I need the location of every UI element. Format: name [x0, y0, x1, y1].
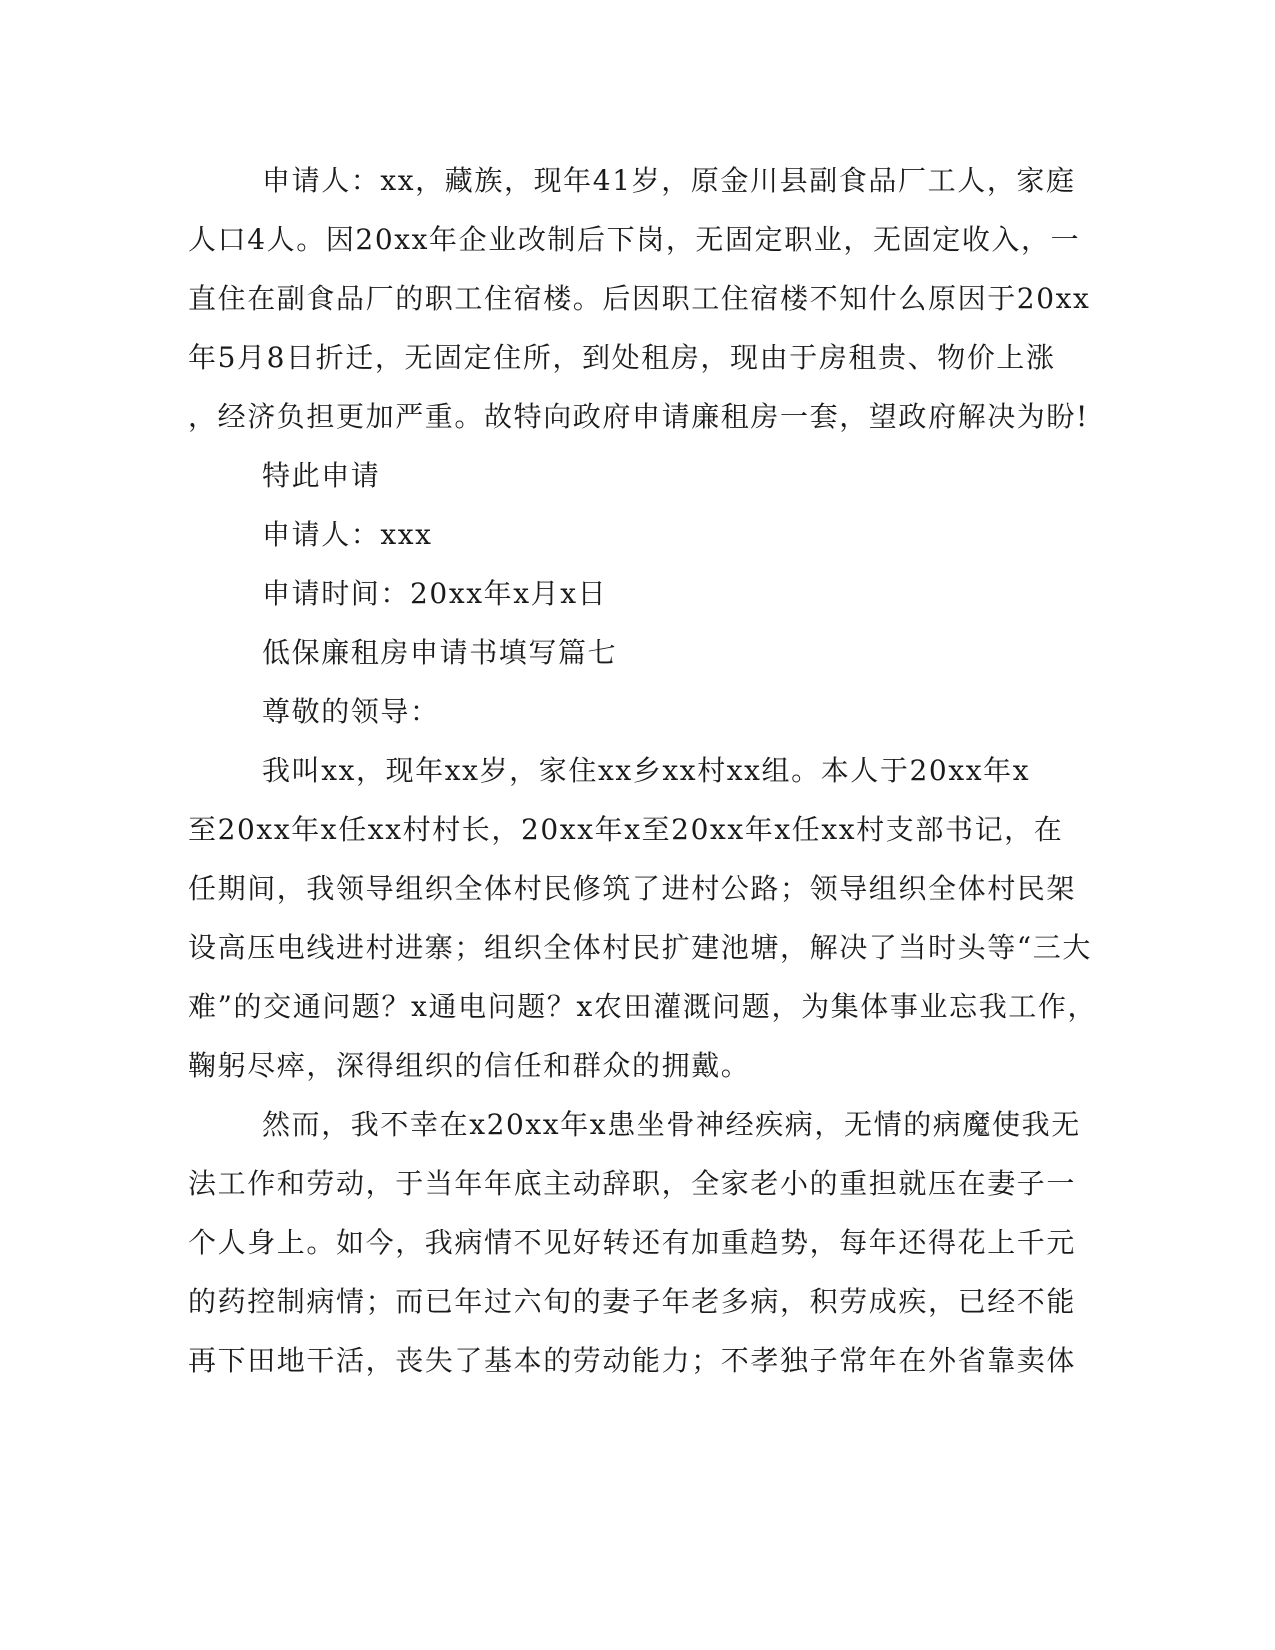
signature-line: 申请人：xxx — [262, 518, 433, 551]
paragraph-line: 任期间，我领导组织全体村民修筑了进村公路；领导组织全体村民架 — [188, 872, 1077, 905]
paragraph-line: 个人身上。如今，我病情不见好转还有加重趋势，每年还得花上千元 — [188, 1226, 1077, 1259]
paragraph-line: 法工作和劳动，于当年年底主动辞职，全家老小的重担就压在妻子一 — [188, 1167, 1077, 1200]
paragraph-line: 然而，我不幸在x20xx年x患坐骨神经疾病，无情的病魔使我无 — [262, 1108, 1081, 1141]
paragraph-line: 难”的交通问题？x通电问题？x农田灌溉问题，为集体事业忘我工作， — [188, 990, 1098, 1023]
paragraph-line: 至20xx年x任xx村村长，20xx年x至20xx年x任xx村支部书记，在 — [188, 813, 1064, 846]
paragraph-line: 我叫xx，现年xx岁，家住xx乡xx村xx组。本人于20xx年x — [262, 754, 1031, 787]
paragraph-line: 直住在副食品厂的职工住宿楼。后因职工住宿楼不知什么原因于20xx — [188, 282, 1091, 315]
paragraph-line: ，经济负担更加严重。故特向政府申请廉租房一套，望政府解决为盼! — [188, 400, 1089, 433]
paragraph-line: 鞠躬尽瘁，深得组织的信任和群众的拥戴。 — [188, 1049, 751, 1082]
paragraph-line: 申请人：xx，藏族，现年41岁，原金川县副食品厂工人，家庭 — [262, 164, 1076, 197]
paragraph-line: 的药控制病情；而已年过六旬的妻子年老多病，积劳成疾，已经不能 — [188, 1285, 1077, 1318]
paragraph-line: 设高压电线进村进寨；组织全体村民扩建池塘，解决了当时头等“三大 — [188, 931, 1092, 964]
section-title: 低保廉租房申请书填写篇七 — [262, 636, 618, 669]
date-line: 申请时间：20xx年x月x日 — [262, 577, 608, 610]
paragraph-line: 年5月8日折迁，无固定住所，到处租房，现由于房租贵、物价上涨 — [188, 341, 1056, 374]
paragraph-line: 再下田地干活，丧失了基本的劳动能力；不孝独子常年在外省靠卖体 — [188, 1344, 1077, 1377]
closing-line: 特此申请 — [262, 459, 381, 492]
salutation: 尊敬的领导： — [262, 695, 440, 728]
paragraph-line: 人口4人。因20xx年企业改制后下岗，无固定职业，无固定收入，一 — [188, 223, 1081, 256]
